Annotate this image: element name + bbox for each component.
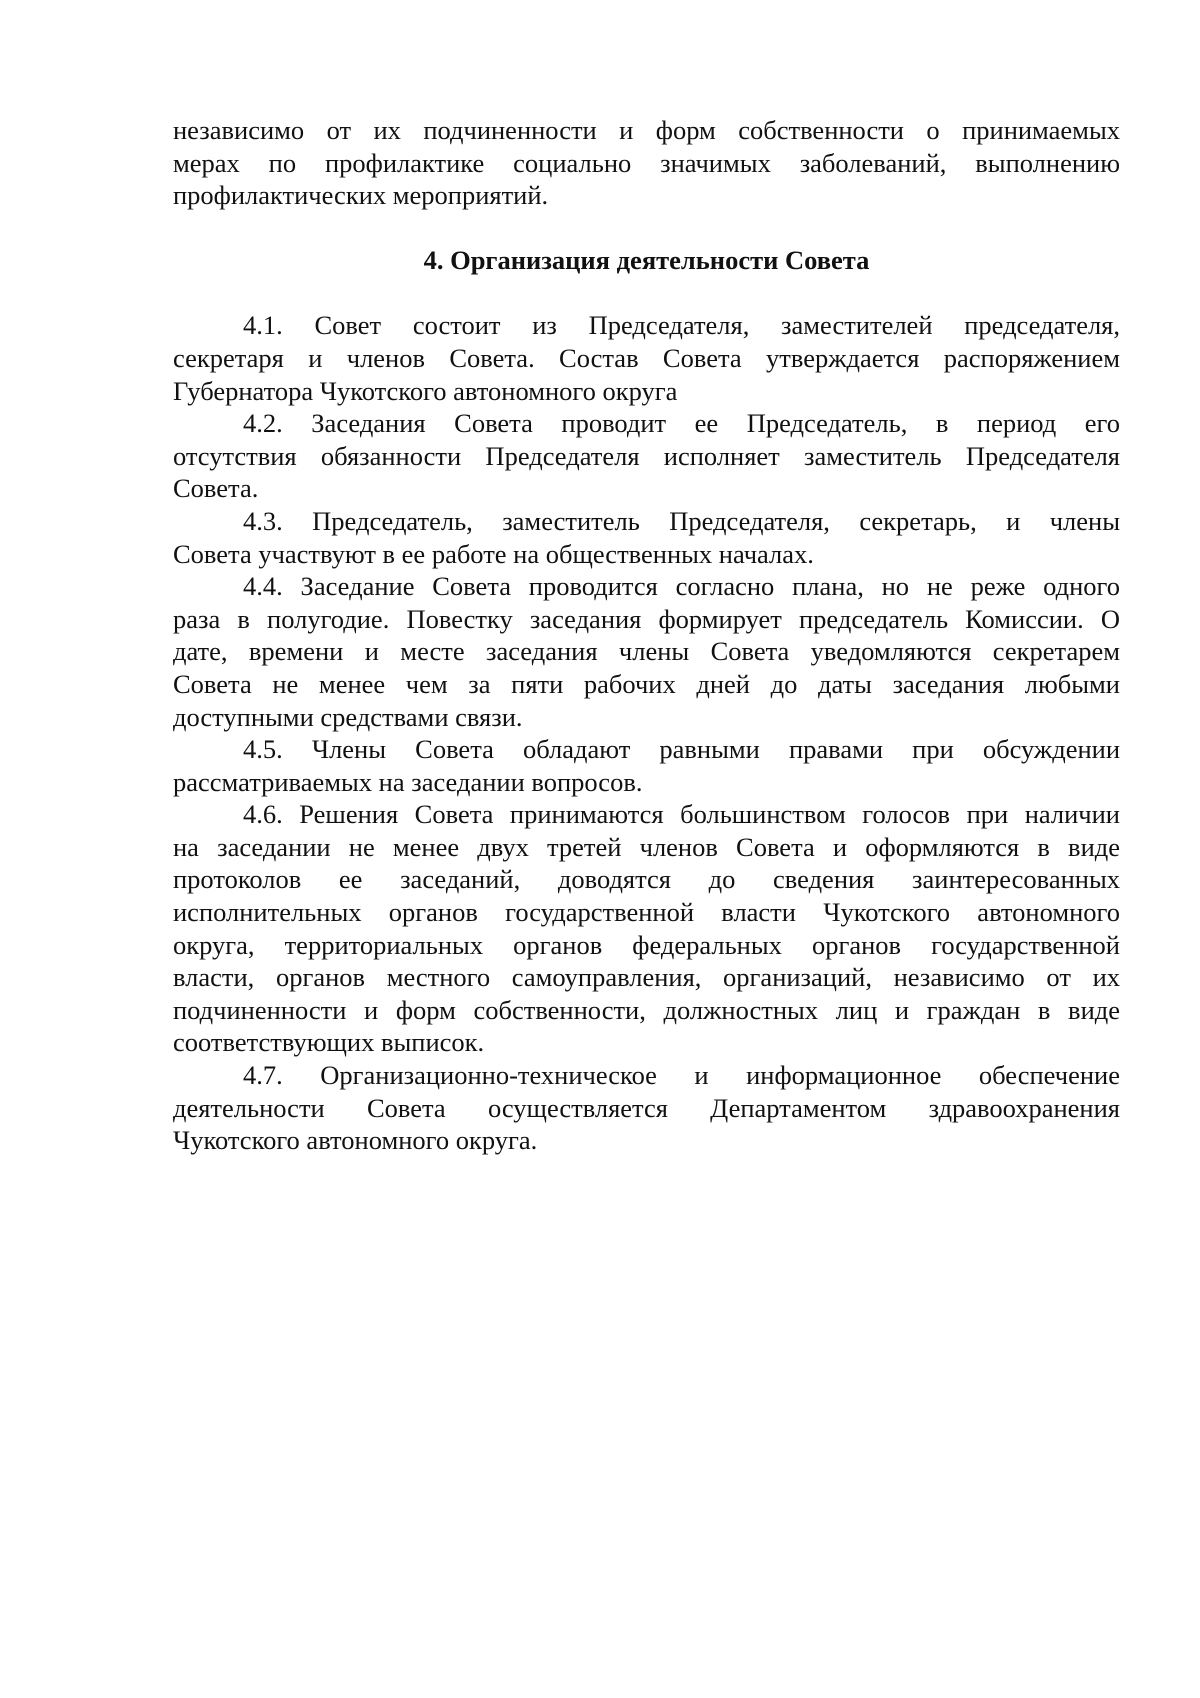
text-line: независимо от их подчиненности и форм собственности о принимаемых bbox=[173, 115, 1120, 145]
text-line: раза в полугодие. Повестку заседания формирует председатель Комиссии. О bbox=[173, 603, 1120, 634]
section-heading: 4. Организация деятельности Совета bbox=[423, 244, 870, 275]
text-line: рассматриваемых на заседании вопросов. bbox=[173, 766, 643, 797]
text-line: деятельности Совета осуществляется Департаментом здравоохранения bbox=[173, 1092, 1120, 1123]
text-line: 4.1. Совет состоит из Председателя, заместителей председателя, bbox=[243, 310, 1120, 341]
text-line: соответствующих выписок. bbox=[173, 1027, 485, 1058]
text-line: протоколов ее заседаний, доводятся до сведения заинтересованных bbox=[173, 864, 1120, 895]
text-line: исполнительных органов государственной власти Чукотского автономного bbox=[173, 897, 1120, 928]
text-line: 4.4. Заседание Совета проводится согласно плана, но не реже одного bbox=[243, 571, 1120, 602]
text-line: профилактических мероприятий. bbox=[173, 180, 549, 211]
paragraph-4-6 bbox=[173, 798, 1120, 1059]
text-line: мерах по профилактике социально значимых заболеваний, выполнению bbox=[173, 147, 1120, 178]
paragraph-4-7 bbox=[173, 1059, 1120, 1157]
paragraph-4-1 bbox=[173, 309, 1120, 407]
paragraph-4-4 bbox=[173, 570, 1120, 733]
paragraph-4-2 bbox=[173, 407, 1120, 505]
text-line: секретаря и членов Совета. Состав Совета утверждается распоряжением bbox=[173, 342, 1120, 373]
text-line: 4.3. Председатель, заместитель Председателя, секретарь, и члены bbox=[243, 505, 1120, 536]
text-line: Совета. bbox=[173, 473, 259, 504]
text-line: отсутствия обязанности Председателя исполняет заместитель Председателя bbox=[173, 440, 1120, 471]
text-line: Совета участвуют в ее работе на общественных началах. bbox=[173, 538, 814, 569]
text-line: на заседании не менее двух третей членов Совета и оформляются в виде bbox=[173, 831, 1120, 862]
text-line: 4.5. Члены Совета обладают равными правами при обсуждении bbox=[243, 734, 1120, 765]
text-line: Губернатора Чукотского автономного округа bbox=[173, 375, 678, 406]
text-line: 4.2. Заседания Совета проводит ее Председатель, в период его bbox=[243, 408, 1120, 439]
text-line: власти, органов местного самоуправления, организаций, независимо от их bbox=[173, 962, 1120, 993]
text-line: Чукотского автономного округа. bbox=[173, 1125, 538, 1156]
text-line: 4.7. Организационно-техническое и информационное обеспечение bbox=[243, 1060, 1120, 1091]
paragraph-4-3 bbox=[173, 505, 1120, 570]
intro-paragraph bbox=[173, 114, 1120, 212]
text-line: 4.6. Решения Совета принимаются большинством голосов при наличии bbox=[243, 799, 1120, 830]
text-line: доступными средствами связи. bbox=[173, 701, 523, 732]
text-line: Совета не менее чем за пяти рабочих дней до даты заседания любыми bbox=[173, 668, 1120, 699]
text-line: дате, времени и месте заседания члены Совета уведомляются секретарем bbox=[173, 636, 1120, 667]
paragraph-4-5 bbox=[173, 733, 1120, 798]
text-line: подчиненности и форм собственности, должностных лиц и граждан в виде bbox=[173, 994, 1120, 1025]
text-line: округа, территориальных органов федеральных органов государственной bbox=[173, 929, 1120, 960]
document-body bbox=[173, 114, 1120, 1157]
